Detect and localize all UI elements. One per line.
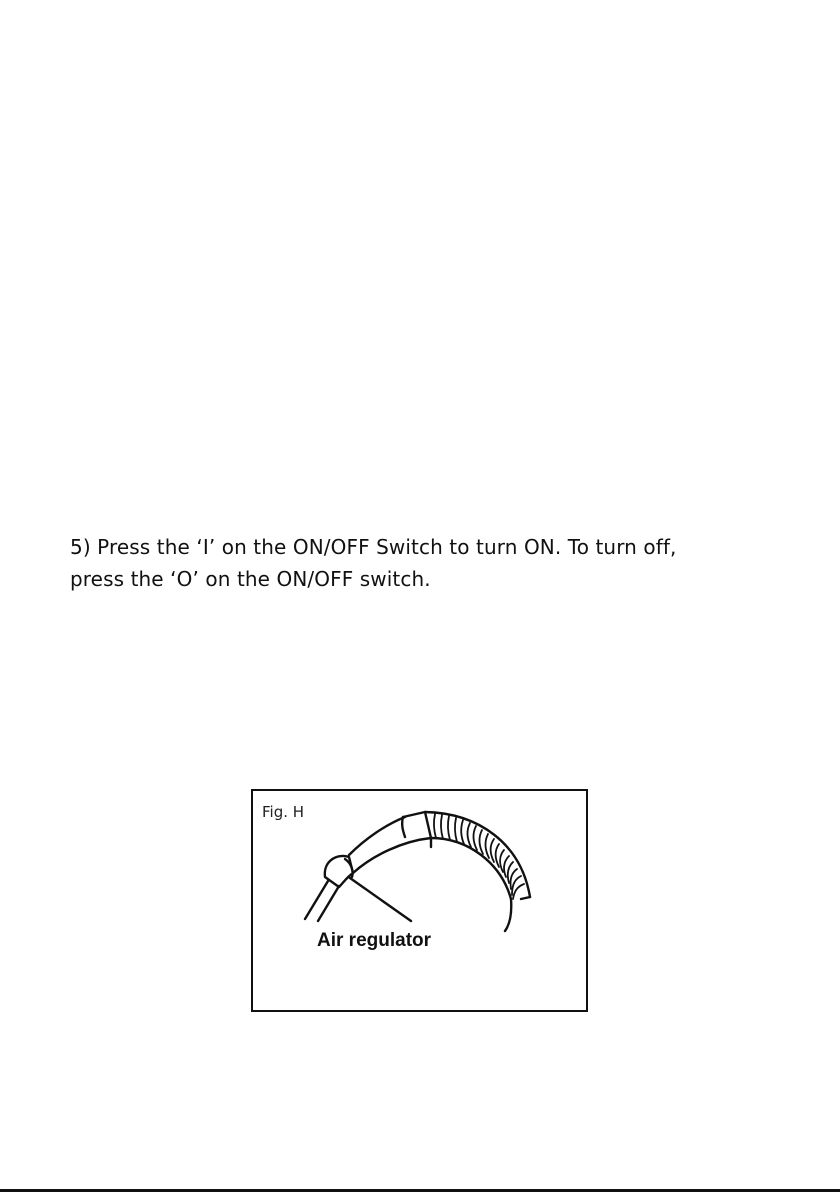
figure-h [251,789,588,1012]
instruction-line-1: 5) Press the ‘I’ on the ON/OFF Switch to turn ON. To turn off, [70,535,677,559]
air-regulator-callout: Air regulator [317,930,432,951]
hose-handle-air-regulator-icon [253,791,586,1010]
instruction-step-5 [70,531,790,595]
instruction-line-2: press the ‘O’ on the ON/OFF switch. [70,567,431,591]
figure-label: Fig. H [262,803,305,821]
